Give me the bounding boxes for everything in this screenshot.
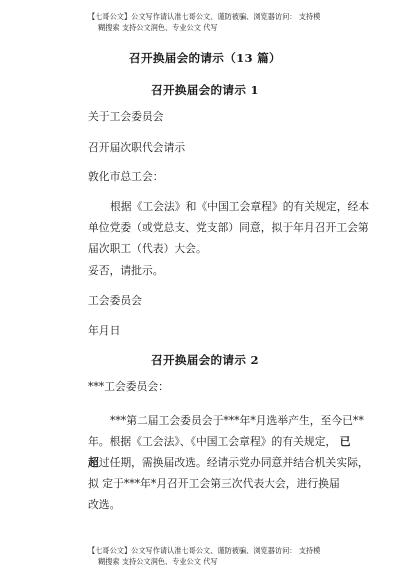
body-segment-bold: 已 xyxy=(339,435,351,448)
body-line: 拟 定于***年*月召开工会第三次代表大会，进行换届 xyxy=(88,477,340,490)
section1-paragraph-subject: 关于工会委员会 xyxy=(88,110,164,123)
section1-paragraph-body xyxy=(88,196,388,259)
body-line: 单位党委（或党总支、党支部）同意，拟于年月召开工会第 xyxy=(88,221,369,234)
watermark-footer-line2: 糊搜索 支持公文润色、专业公文 代写 xyxy=(98,557,218,566)
section1-paragraph-title: 召开届次职代会请示 xyxy=(88,141,186,154)
section1-paragraph-signature: 工会委员会 xyxy=(88,294,142,307)
section1-paragraph-request: 妥否，请批示。 xyxy=(88,264,164,277)
watermark-header-line1: 【七哥公文】公文写作请认准七哥公文、谨防被骗、浏览器访问： 支持模 xyxy=(88,12,321,21)
section1-heading: 召开换届会的请示 1 xyxy=(151,83,259,97)
watermark-header xyxy=(88,11,348,33)
section1-paragraph-date: 年月日 xyxy=(88,324,121,337)
body-line: 改选。 xyxy=(88,498,121,511)
section2-paragraph-body xyxy=(88,410,388,515)
body-segment: 过任期，需换届改选。经请示党办同意并结合机关实际， xyxy=(98,456,369,469)
body-line: 根据《工会法》和《中国工会章程》的有关规定，经本 xyxy=(110,200,370,213)
body-segment-bold: 超 xyxy=(88,456,99,469)
section2-paragraph-addressee: ***工会委员会： xyxy=(88,380,169,393)
section1-paragraph-addressee: 敦化市总工会： xyxy=(88,170,164,183)
document-title: 召开换届会的请示（13 篇） xyxy=(129,51,281,65)
watermark-footer-line1: 【七哥公文】公文写作请认准七哥公文、谨防被骗、浏览器访问： 支持模 xyxy=(88,546,321,555)
body-line: ***第二届工会委员会于***年*月选举产生，至今已** xyxy=(110,414,364,427)
section2-heading: 召开换届会的请示 2 xyxy=(151,353,259,367)
body-segment: 年。根据《工会法》、《中国工会章程》的有关规定， xyxy=(88,435,337,448)
watermark-header-line2: 糊搜索 支持公文润色、专业公文 代写 xyxy=(98,23,218,32)
body-line xyxy=(88,452,388,473)
body-line: 届次职工（代表）大会。 xyxy=(88,242,207,255)
watermark-footer xyxy=(88,545,348,567)
body-line xyxy=(88,431,388,452)
